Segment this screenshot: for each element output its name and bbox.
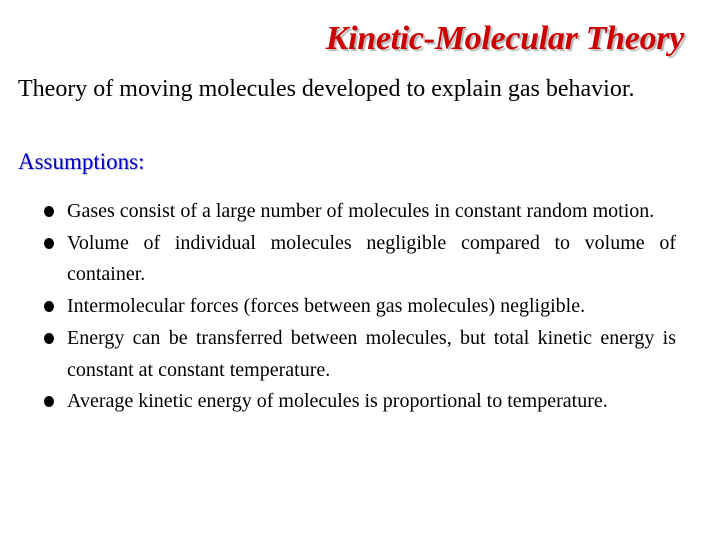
- bullet-icon: [44, 301, 54, 312]
- list-item-text: Intermolecular forces (forces between gas molecules) negligible.: [67, 295, 586, 318]
- intro-text: Theory of moving molecules developed to explain gas behavior.: [18, 76, 635, 102]
- assumptions-heading: Assumptions:: [18, 149, 145, 174]
- list-item: [44, 386, 676, 418]
- list-item-text: Volume of individual molecules negligible compared to volume of container.: [67, 231, 676, 286]
- list-item-text: Energy can be transferred between molecules, but total kinetic energy is constant at constant temperature.: [67, 326, 676, 381]
- list-item-text: Gases consist of a large number of molecules in constant random motion.: [67, 200, 655, 222]
- list-item: [44, 228, 676, 291]
- list-item: [44, 291, 676, 323]
- slide-title: Kinetic-Molecular Theory: [325, 20, 684, 57]
- bullet-icon: [44, 396, 54, 407]
- bullet-icon: [44, 206, 54, 217]
- bullet-icon: [44, 333, 54, 344]
- list-item: [44, 196, 676, 228]
- assumptions-list: [44, 196, 676, 418]
- list-item-text: Average kinetic energy of molecules is proportional to temperature.: [67, 390, 608, 413]
- bullet-icon: [44, 238, 54, 249]
- list-item: [44, 323, 676, 386]
